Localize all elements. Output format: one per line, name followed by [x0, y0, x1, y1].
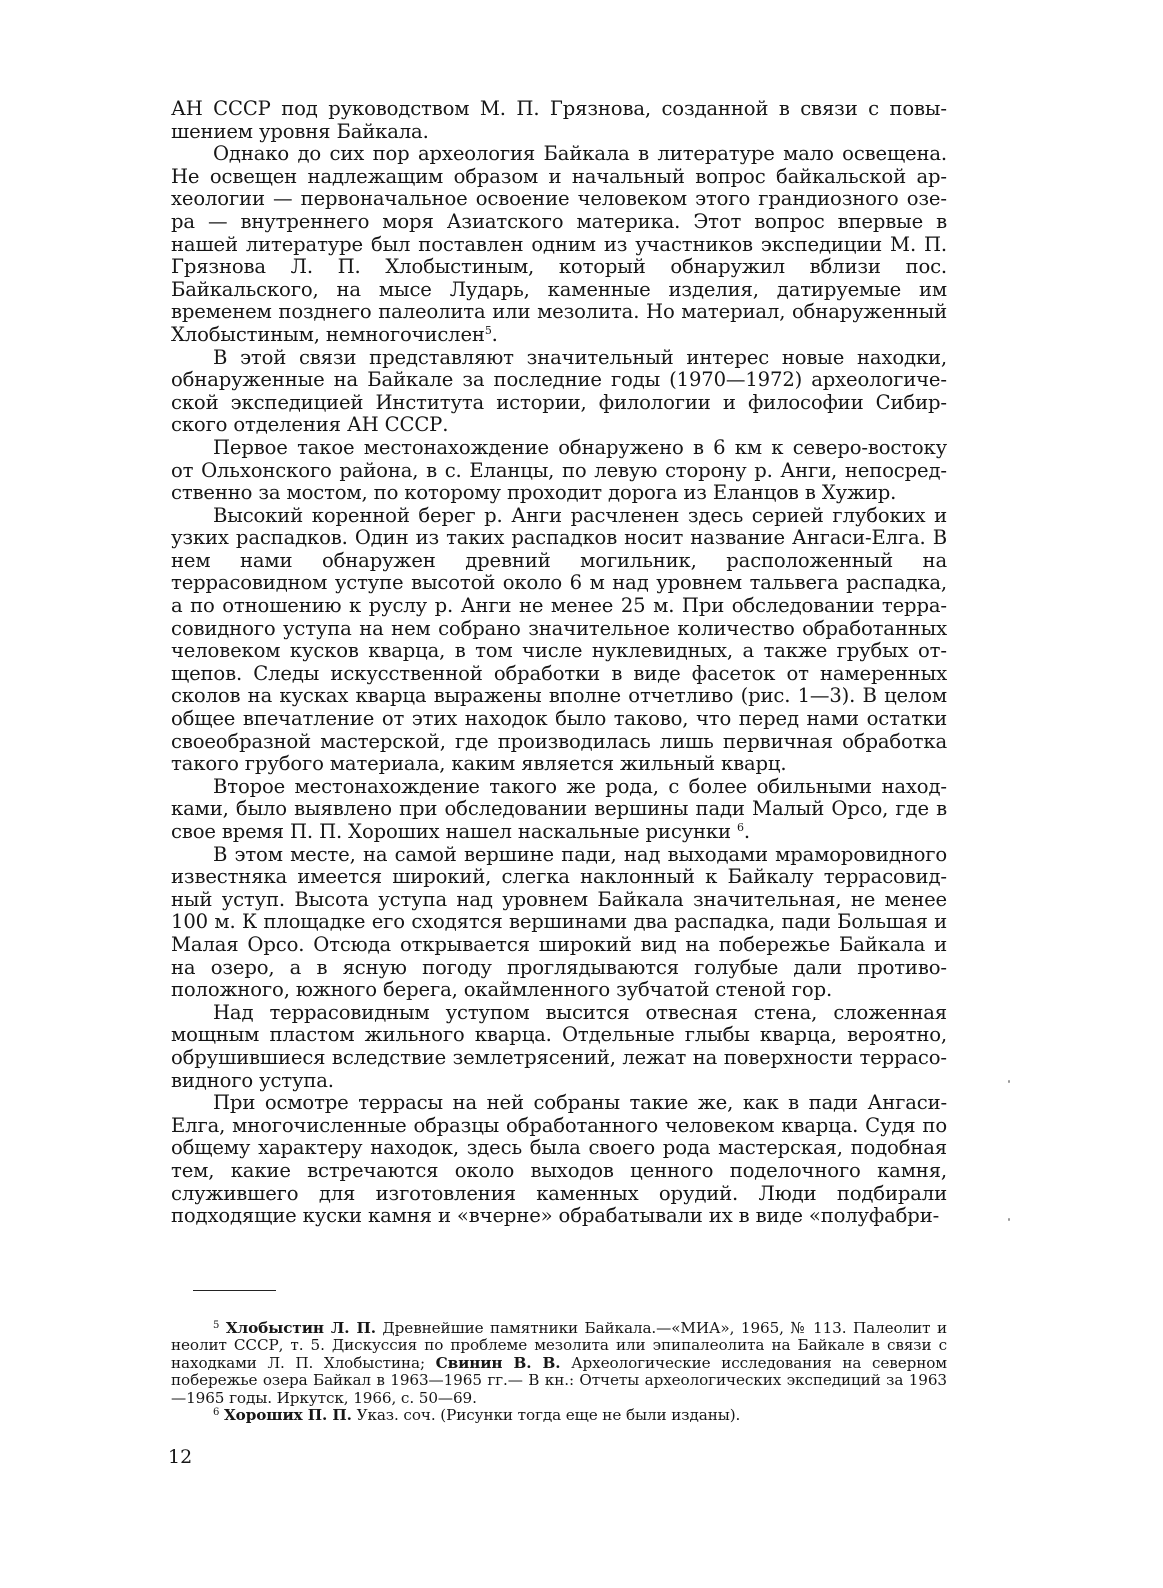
footnotes: [171, 1320, 947, 1424]
footnote-5: $^5$ Хлобыстин Л. П. Древнейшие памятники Байкала.—«МИА», 1965, № 113. Палеолит и неолит СССР, т. 5. Дискуссия по проблеме мезолита или эпипалеолита на Байкале в связи с находками Л. П. Хлобыстина; Свинин В. В. Археологические исследования на северном побережье озера Байкал в 1963—1965 гг.— В кн.: Отчеты археологических экспедиций за 1963—1965 годы. Иркутск, 1966, с. 50—69.: [171, 1319, 948, 1407]
paragraph-1: АН СССР под руководством М. П. Грязнова, созданной в связи с повышением уровня Байкала.: [171, 97, 947, 143]
footnote-number: 6: [213, 1407, 220, 1419]
scan-speck: [1008, 1218, 1010, 1221]
paragraph-8: Над террасовидным уступом высится отвесная стена, сложенная мощным пластом жильного кварца. Отдельные глыбы кварца, вероятно, обрушившиеся вследствие землетрясений, лежат на поверхности террасовидного уступа.: [171, 1000, 947, 1092]
footnote-ref-6: 6: [737, 821, 744, 834]
footnote-author: Свинин В. В.: [435, 1353, 561, 1372]
main-text: [171, 98, 947, 1228]
paragraph-9: При осмотре террасы на ней собраны такие же, как в пади Ангаси-Елга, многочисленные образцы обработанного человеком кварца. Судя по общему характеру находок, здесь была своего рода мастерская, подобная тем, какие встречаются около выходов ценного поделочного камня, служившего для изготовления каменных орудий. Люди подбирали подходящие куски камня и «вчерне» обрабатывали их в виде «полуфабри-: [171, 1091, 947, 1228]
page-number: 12: [168, 1446, 193, 1468]
paragraph-4: Первое такое местонахождение обнаружено в 6 км к северо-востоку от Ольхонского района, в с. Еланцы, по левую сторону р. Анги, непосредственно за мостом, по которому проходит дорога из Еланцов в Хужир.: [171, 435, 947, 505]
footnote-separator: [193, 1290, 276, 1291]
footnote-6: $^6$ Хороших П. П. Указ. соч. (Рисунки тогда еще не были изданы).: [213, 1406, 741, 1425]
footnote-number: 5: [213, 1320, 220, 1331]
paragraph-7: В этом месте, на самой вершине пади, над выходами мраморовидного известняка имеется широкий, слегка наклонный к Байкалу террасовидный уступ. Высота уступа над уровнем Байкала значительная, не менее 100 м. К площадке его сходятся вершинами два распадка, пади Большая и Малая Орсо. Отсюда открывается широкий вид на побережье Байкала и на озеро, а в ясную погоду проглядываются голубые дали противоположного, южного берега, окаймленного зубчатой стеной гор.: [171, 842, 947, 1002]
footnote-author: Хлобыстин Л. П.: [225, 1319, 376, 1337]
footnote-author: Хороших П. П.: [224, 1406, 352, 1425]
paragraph-2: Однако до сих пор археология Байкала в литературе мало освещена. Не освещен надлежащим образом и начальный вопрос байкальской археологии — первоначальное освоение человеком этого грандиозного озера — внутреннего моря Азиатского материка. Этот вопрос впервые в нашей литературе был поставлен одним из участников экспедиции М. П. Грязнова Л. П. Хлобыстиным, который обнаружил вблизи пос. Байкальского, на мысе Лударь, каменные изделия, датируемые им временем позднего палеолита или мезолита. Но материал, обнаруженный Хлобыстиным, немногочислен$^5$.: [171, 142, 947, 346]
paragraph-6: Второе местонахождение такого же рода, с более обильными находками, было выявлено при обследовании вершины пади Малый Орсо, где в свое время П. П. Хороших нашел наскальные рисунки $^6$.: [171, 774, 947, 843]
paragraph-5: Высокий коренной берег р. Анги расчленен здесь серией глубоких и узких распадков. Один из таких распадков носит название Ангаси-Елга. В нем нами обнаружен древний могильник, расположенный на террасовидном уступе высотой около 6 м над уровнем тальвега распадка, а по отношению к руслу р. Анги не менее 25 м. При обследовании террасовидного уступа на нем собрано значительное количество обработанных человеком кусков кварца, в том числе нуклевидных, а также грубых отщепов. Следы искусственной обработки в виде фасеток от намеренных сколов на кусках кварца выражены вполне отчетливо (рис. 1—3). В целом общее впечатление от этих находок было таково, что перед нами остатки своеобразной мастерской, где производилась лишь первичная обработка такого грубого материала, каким является жильный кварц.: [171, 503, 947, 776]
footnote-ref-5: 5: [484, 323, 492, 337]
scan-speck: [1008, 1080, 1010, 1083]
page-body: [171, 98, 947, 1228]
paragraph-3: В этой связи представляют значительный интерес новые находки, обнаруженные на Байкале за последние годы (1970—1972) археологической экспедицией Института истории, филологии и философии Сибирского отделения АН СССР.: [171, 345, 947, 437]
